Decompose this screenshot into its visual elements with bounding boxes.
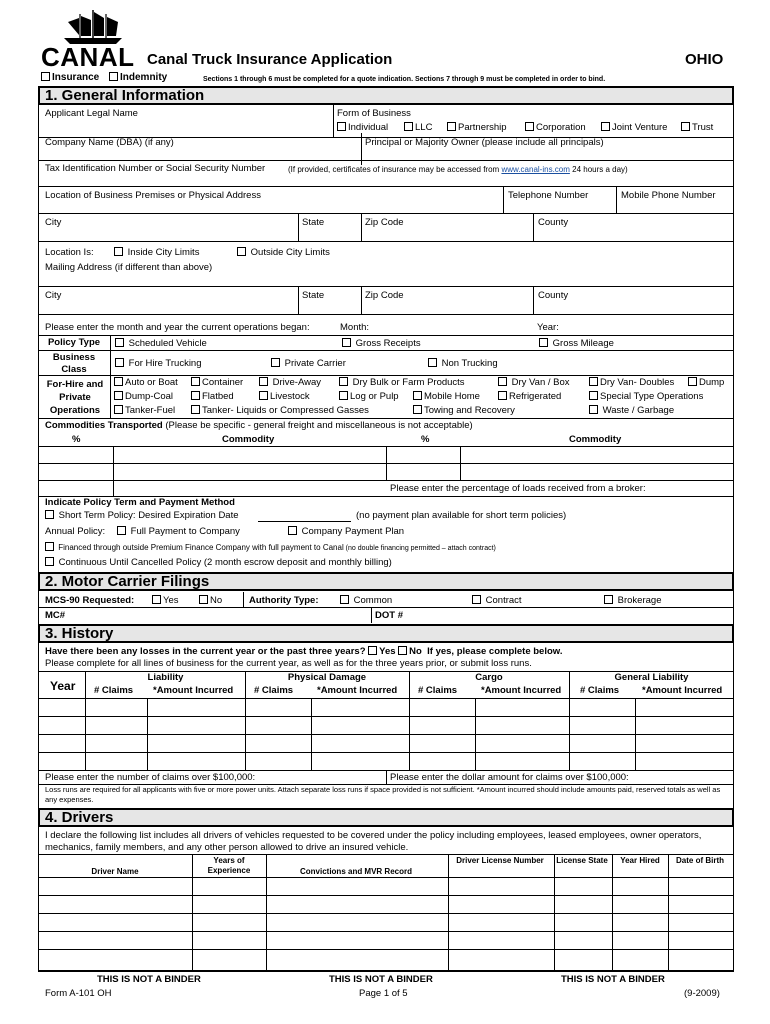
- section-4-title: 4. Drivers: [45, 809, 114, 826]
- mailing-address-label: Mailing Address (if different than above): [45, 262, 213, 273]
- page-number: Page 1 of 5: [359, 988, 408, 999]
- liability-header: Liability: [147, 672, 184, 683]
- general-liability-header: General Liability: [614, 672, 689, 683]
- financed-checkbox[interactable]: [45, 542, 54, 551]
- ops-option[interactable]: Dry Bulk or Farm Products: [339, 377, 465, 389]
- scheduled-vehicle-option[interactable]: Scheduled Vehicle: [115, 338, 207, 350]
- mobile-label: Mobile Phone Number: [621, 190, 716, 201]
- dot-label: DOT #: [375, 610, 403, 621]
- zip-label: Zip Code: [365, 217, 404, 228]
- not-binder-center: THIS IS NOT A BINDER: [329, 974, 433, 985]
- ops-option[interactable]: Dump-Coal: [114, 391, 173, 403]
- tin-note: (If provided, certificates of insurance may be accessed from www.canal-ins.com 24 hours a day): [288, 165, 628, 174]
- joint-venture-checkbox[interactable]: [601, 122, 610, 131]
- gross-receipts-option[interactable]: Gross Receipts: [342, 338, 421, 350]
- for-hire-trucking-checkbox[interactable]: [115, 358, 124, 367]
- for-hire-trucking-option[interactable]: For Hire Trucking: [115, 358, 202, 370]
- mcs90-no-checkbox[interactable]: [199, 595, 208, 604]
- inside-city-option[interactable]: Inside City Limits: [114, 247, 199, 259]
- month-label: Month:: [340, 322, 370, 333]
- canal-website-link[interactable]: www.canal-ins.com: [501, 165, 570, 174]
- canal-ship-logo-icon: [58, 8, 128, 46]
- private-carrier-checkbox[interactable]: [271, 358, 280, 367]
- short-term-option[interactable]: Short Term Policy: Desired Expiration Date: [45, 510, 239, 522]
- form-date: (9-2009): [684, 988, 720, 999]
- outside-city-checkbox[interactable]: [237, 247, 246, 256]
- outside-city-option[interactable]: Outside City Limits: [237, 247, 330, 259]
- dba-label: Company Name (DBA) (if any): [45, 137, 174, 148]
- ops-option[interactable]: Tanker-Fuel: [114, 405, 175, 417]
- corporation-checkbox[interactable]: [525, 122, 534, 131]
- short-term-checkbox[interactable]: [45, 510, 54, 519]
- llc-checkbox[interactable]: [404, 122, 413, 131]
- non-trucking-checkbox[interactable]: [428, 358, 437, 367]
- state-label: State: [302, 217, 325, 228]
- indemnity-checkbox[interactable]: [109, 72, 118, 81]
- tin-label: Tax Identification Number or Social Security Number: [45, 163, 266, 174]
- trust-checkbox[interactable]: [681, 122, 690, 131]
- ops-option[interactable]: Towing and Recovery: [413, 405, 515, 417]
- driver-name-header: Driver Name: [91, 867, 139, 876]
- mailing-county-label: County: [538, 290, 569, 301]
- commodity-header: Commodity: [222, 434, 275, 445]
- commodity-header-2: Commodity: [569, 434, 622, 445]
- joint-venture-option[interactable]: Joint Venture: [601, 122, 667, 134]
- ops-option[interactable]: Drive-Away: [259, 377, 321, 389]
- business-form-options[interactable]: [337, 122, 714, 134]
- section-1-title: 1. General Information: [45, 87, 205, 104]
- scheduled-vehicle-checkbox[interactable]: [115, 338, 124, 347]
- mcs90-yes-option[interactable]: Yes: [152, 595, 179, 607]
- mailing-city-label: City: [45, 290, 62, 301]
- ops-option[interactable]: Mobile Home: [413, 391, 480, 403]
- dump-checkbox[interactable]: [688, 377, 697, 386]
- waste-garbage-checkbox[interactable]: [589, 405, 598, 414]
- form-left-border: [38, 105, 39, 970]
- continuous-option[interactable]: Continuous Until Cancelled Policy (2 month escrow deposit and monthly billing): [45, 557, 392, 569]
- continuous-checkbox[interactable]: [45, 557, 54, 566]
- location-label: Location of Business Premises or Physical Address: [45, 190, 261, 201]
- losses-question: Have there been any losses in the current year or the past three years? Yes No If yes, please complete below.: [45, 646, 563, 657]
- license-state-header: License State: [556, 856, 608, 865]
- state-name: OHIO: [685, 51, 724, 68]
- towing-checkbox[interactable]: [413, 405, 422, 414]
- telephone-label: Telephone Number: [508, 190, 589, 201]
- amount-header: *Amount Incurred: [642, 685, 723, 696]
- inside-city-checkbox[interactable]: [114, 247, 123, 256]
- amount-header: *Amount Incurred: [481, 685, 562, 696]
- section-1-header: [38, 86, 734, 105]
- ops-option[interactable]: Flatbed: [191, 391, 234, 403]
- individual-checkbox[interactable]: [337, 122, 346, 131]
- livestock-checkbox[interactable]: [259, 391, 268, 400]
- mc-label: MC#: [45, 610, 66, 621]
- pct-header-2: %: [421, 434, 430, 445]
- contract-checkbox[interactable]: [472, 595, 481, 604]
- complete-lines-note: Please complete for all lines of business for the current year, as well as for the three years prior, or submit loss runs.: [45, 658, 532, 669]
- convictions-header: Convictions and MVR Record: [299, 867, 412, 876]
- policy-term-title: Indicate Policy Term and Payment Method: [45, 497, 235, 508]
- canal-logo-text: CANAL: [41, 42, 135, 72]
- indemnity-option[interactable]: Indemnity: [109, 72, 167, 84]
- container-checkbox[interactable]: [191, 377, 200, 386]
- company-plan-checkbox[interactable]: [288, 526, 297, 535]
- individual-option[interactable]: Individual: [337, 122, 388, 133]
- license-number-header: Driver License Number: [456, 856, 544, 865]
- llc-option[interactable]: LLC: [404, 122, 432, 134]
- mailing-state-label: State: [302, 290, 325, 301]
- auto-boat-checkbox[interactable]: [114, 377, 123, 386]
- claims-header: # Claims: [418, 685, 458, 696]
- claims-over-amount-label: Please enter the dollar amount for claims over $100,000:: [390, 772, 629, 783]
- annual-policy-label: Annual Policy:: [45, 526, 106, 537]
- contract-option[interactable]: Contract: [472, 595, 522, 607]
- claims-header: # Claims: [254, 685, 294, 696]
- gross-mileage-checkbox[interactable]: [539, 338, 548, 347]
- ops-option[interactable]: Dry Van / Box: [498, 377, 570, 389]
- form-of-business-label: Form of Business: [337, 108, 411, 119]
- physical-damage-header: Physical Damage: [287, 672, 367, 683]
- broker-pct-label: Please enter the percentage of loads received from a broker:: [390, 483, 646, 494]
- insurance-checkbox[interactable]: [41, 72, 50, 81]
- drivers-declaration: I declare the following list includes all drivers of vehicles requested to be covered under the policy including employees, leased employees, owner operators, mechanics, family members, and any other person allowed to drive an insured vehicle.: [45, 830, 702, 853]
- section-2-header: [38, 572, 734, 591]
- section-4-header: [38, 808, 734, 827]
- dry-van-doubles-checkbox[interactable]: [589, 377, 598, 386]
- financed-option[interactable]: Financed through outside Premium Finance Company with full payment to Canal (no double financing permitted – attach contract): [45, 542, 496, 555]
- ops-began-label: Please enter the month and year the current operations began:: [45, 322, 310, 333]
- ops-option[interactable]: Refrigerated: [498, 391, 561, 403]
- refrigerated-checkbox[interactable]: [498, 391, 507, 400]
- no-payment-plan-note: (no payment plan available for short term policies): [356, 510, 567, 521]
- partnership-checkbox[interactable]: [447, 122, 456, 131]
- losses-yes-checkbox[interactable]: [368, 646, 377, 655]
- section-2-title: 2. Motor Carrier Filings: [45, 573, 210, 590]
- claims-over-number-label: Please enter the number of claims over $100,000:: [45, 772, 256, 783]
- ops-option[interactable]: Special Type Operations: [589, 391, 703, 403]
- dry-van-checkbox[interactable]: [498, 377, 507, 386]
- loss-runs-note: Loss runs are required for all applicants with five or more power units. Attach separate loss runs if space provided is not sufficient. *Amount incurred should include amounts paid, reserved totals as well as any expenses.: [45, 785, 721, 804]
- business-class-label: Business Class: [52, 352, 96, 375]
- date-of-birth-header: Date of Birth: [676, 856, 724, 865]
- insurance-option[interactable]: Insurance: [41, 72, 99, 84]
- not-binder-right: THIS IS NOT A BINDER: [561, 974, 665, 985]
- ops-option[interactable]: Dump: [688, 377, 724, 389]
- ops-option[interactable]: Dry Van- Doubles: [589, 377, 674, 389]
- full-payment-checkbox[interactable]: [117, 526, 126, 535]
- flatbed-checkbox[interactable]: [191, 391, 200, 400]
- mcs90-no-option[interactable]: No: [199, 595, 222, 607]
- ops-option[interactable]: Waste / Garbage: [589, 405, 674, 417]
- ops-option[interactable]: Livestock: [259, 391, 310, 403]
- special-type-checkbox[interactable]: [589, 391, 598, 400]
- common-checkbox[interactable]: [340, 595, 349, 604]
- ops-option[interactable]: Container: [191, 377, 243, 389]
- section-3-header: [38, 624, 734, 643]
- corporation-option[interactable]: Corporation: [525, 122, 586, 134]
- tanker-fuel-checkbox[interactable]: [114, 405, 123, 414]
- cargo-header: Cargo: [475, 672, 503, 683]
- history-year-header: Year: [50, 679, 76, 693]
- partnership-option[interactable]: Partnership: [447, 122, 507, 134]
- amount-header: *Amount Incurred: [153, 685, 234, 696]
- gross-mileage-option[interactable]: Gross Mileage: [539, 338, 614, 350]
- mcs90-label: MCS-90 Requested:: [45, 595, 135, 606]
- authority-type-label: Authority Type:: [249, 595, 319, 606]
- mcs90-yes-checkbox[interactable]: [152, 595, 161, 604]
- non-trucking-option[interactable]: Non Trucking: [428, 358, 498, 370]
- losses-no-checkbox[interactable]: [398, 646, 407, 655]
- amount-header: *Amount Incurred: [317, 685, 398, 696]
- form-right-border: [733, 105, 734, 970]
- company-plan-option[interactable]: Company Payment Plan: [288, 526, 404, 538]
- commodities-label: Commodities Transported (Please be specific - general freight and miscellaneous is not acceptable): [45, 420, 473, 431]
- section-3-title: 3. History: [45, 625, 114, 642]
- pct-header: %: [72, 434, 81, 445]
- brokerage-checkbox[interactable]: [604, 595, 613, 604]
- trust-option[interactable]: Trust: [681, 122, 713, 134]
- completion-note: Sections 1 through 6 must be completed for a quote indication. Sections 7 through 9 must be completed in order to bind.: [203, 76, 606, 83]
- dump-coal-checkbox[interactable]: [114, 391, 123, 400]
- years-experience-header: Years of Experience: [207, 856, 251, 875]
- city-label: City: [45, 217, 62, 228]
- applicant-name-label: Applicant Legal Name: [45, 108, 138, 119]
- form-number: Form A-101 OH: [45, 988, 112, 999]
- claims-header: # Claims: [580, 685, 620, 696]
- ops-option[interactable]: Log or Pulp: [339, 391, 399, 403]
- mobile-home-checkbox[interactable]: [413, 391, 422, 400]
- log-pulp-checkbox[interactable]: [339, 391, 348, 400]
- ops-option[interactable]: Auto or Boat: [114, 377, 178, 389]
- year-label: Year:: [537, 322, 559, 333]
- gross-receipts-checkbox[interactable]: [342, 338, 351, 347]
- principal-owner-label: Principal or Majority Owner (please include all principals): [365, 137, 604, 148]
- location-is-label: Location Is:: [45, 247, 94, 258]
- claims-header: # Claims: [94, 685, 134, 696]
- form-title: Canal Truck Insurance Application: [147, 51, 393, 68]
- ops-option[interactable]: Tanker- Liquids or Compressed Gasses: [191, 405, 369, 417]
- common-option[interactable]: Common: [340, 595, 392, 607]
- year-hired-header: Year Hired: [620, 856, 660, 865]
- mailing-zip-label: Zip Code: [365, 290, 404, 301]
- full-payment-option[interactable]: Full Payment to Company: [117, 526, 240, 538]
- for-hire-ops-label: For-Hire and Private Operations: [46, 379, 104, 416]
- private-carrier-option[interactable]: Private Carrier: [271, 358, 346, 370]
- drive-away-checkbox[interactable]: [259, 377, 268, 386]
- county-label: County: [538, 217, 569, 228]
- dry-bulk-checkbox[interactable]: [339, 377, 348, 386]
- not-binder-left: THIS IS NOT A BINDER: [97, 974, 201, 985]
- expiration-date-line[interactable]: [258, 521, 351, 522]
- tanker-liquids-checkbox[interactable]: [191, 405, 200, 414]
- policy-type-label: Policy Type: [47, 337, 101, 348]
- brokerage-option[interactable]: Brokerage: [604, 595, 661, 607]
